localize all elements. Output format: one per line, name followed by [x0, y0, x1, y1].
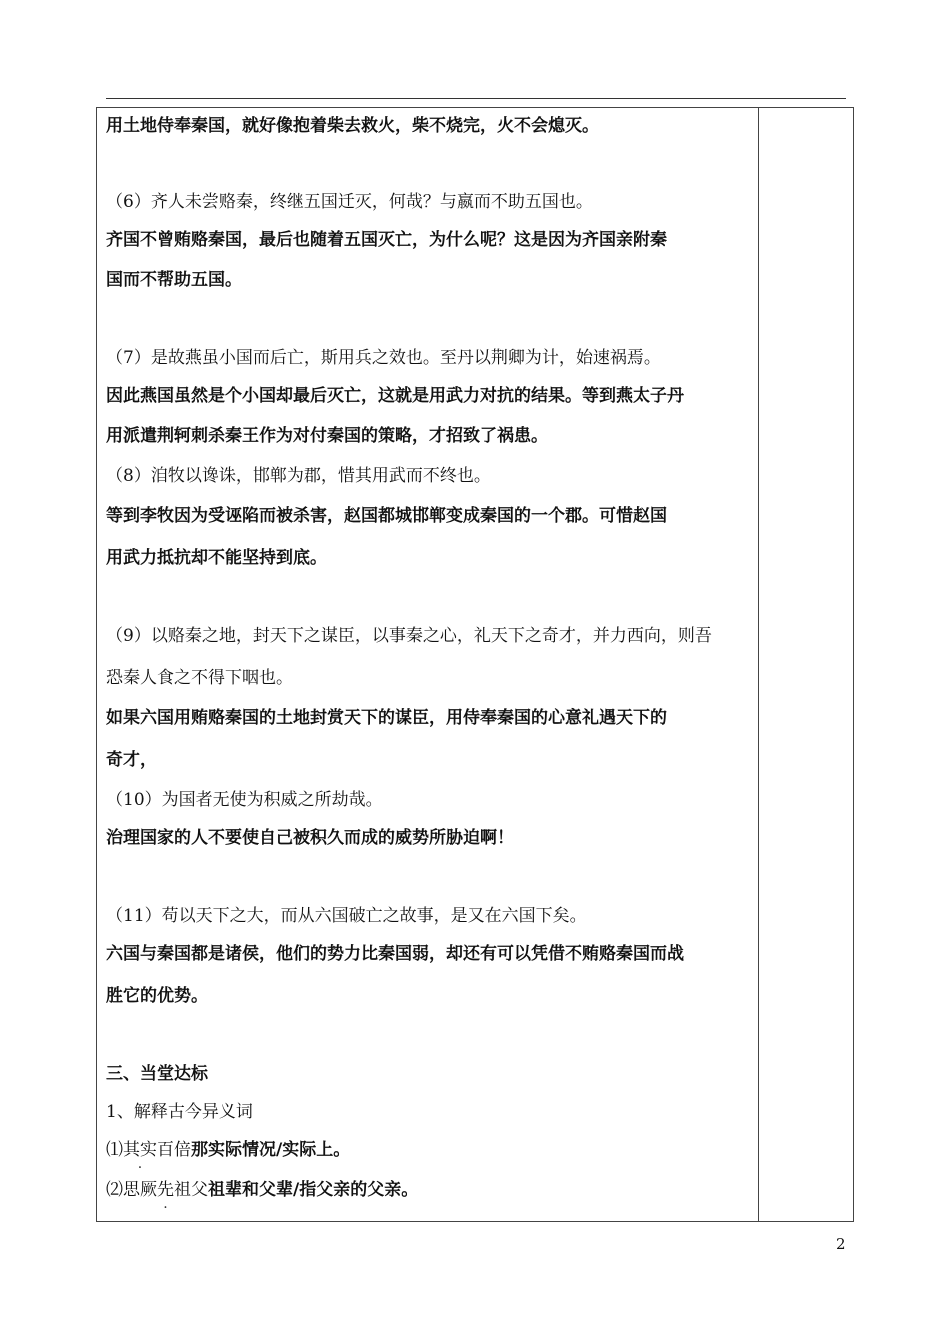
- text-line: （11）苟以天下之大，而从六国破亡之故事，是又在六国下矣。: [106, 906, 587, 926]
- text-line: （10）为国者无使为积威之所劫哉。: [106, 790, 383, 810]
- text-line: 奇才，: [106, 750, 157, 770]
- text-line: （9）以赂秦之地，封天下之谋臣，以事秦之心，礼天下之奇才，并力西向，则吾: [106, 626, 712, 646]
- item-number: ⑴: [106, 1140, 123, 1160]
- column-divider: [758, 107, 759, 1222]
- item-answer: 那实际情况/实际上。: [191, 1140, 351, 1160]
- text-line: 六国与秦国都是诸侯，他们的势力比秦国弱，却还有可以凭借不贿赂秦国而战: [106, 944, 684, 964]
- text-line: 因此燕国虽然是个小国却最后灭亡，这就是用武力对抗的结果。等到燕太子丹: [106, 386, 684, 406]
- header-rule: [106, 98, 846, 99]
- item-answer: 祖辈和父辈/指父亲的父亲。: [208, 1180, 419, 1200]
- text-line: 国而不帮助五国。: [106, 270, 242, 290]
- text-line: 恐秦人食之不得下咽也。: [106, 668, 293, 688]
- text-line: （8）洎牧以谗诛，邯郸为郡，惜其用武而不终也。: [106, 466, 491, 486]
- exercise-title: 1、解释古今异义词: [106, 1102, 253, 1122]
- text-line: 用武力抵抗却不能坚持到底。: [106, 548, 327, 568]
- item-text: 百倍: [157, 1140, 191, 1160]
- text-line: （7）是故燕虽小国而后亡，斯用兵之效也。至丹以荆卿为计，始速祸焉。: [106, 348, 661, 368]
- emphasized-word: 其实: [123, 1140, 157, 1160]
- section-heading: 三、当堂达标: [106, 1064, 208, 1084]
- emphasized-word: 思厥先祖父 ·: [123, 1180, 208, 1200]
- text-line: 用土地侍奉秦国，就好像抱着柴去救火，柴不烧完，火不会熄灭。: [106, 116, 599, 136]
- text-line: 如果六国用贿赂秦国的土地封赏天下的谋臣，用侍奉秦国的心意礼遇天下的: [106, 708, 667, 728]
- text-line: 齐国不曾贿赂秦国，最后也随着五国灭亡，为什么呢？这是因为齐国亲附秦: [106, 230, 667, 250]
- exercise-item-1: [106, 1138, 754, 1162]
- text-line: 治理国家的人不要使自己被积久而成的威势所胁迫啊！: [106, 828, 514, 848]
- text-line: （6）齐人未尝赂秦，终继五国迁灭，何哉？与嬴而不助五国也。: [106, 192, 593, 212]
- text-line: 用派遣荆轲刺杀秦王作为对付秦国的策略，才招致了祸患。: [106, 426, 548, 446]
- page-number: 2: [836, 1235, 846, 1253]
- text-line: 胜它的优势。: [106, 986, 208, 1006]
- exercise-item-2: [106, 1178, 754, 1202]
- text-line: 等到李牧因为受诬陷而被杀害，赵国都城邯郸变成秦国的一个郡。可惜赵国: [106, 506, 667, 526]
- item-number: ⑵: [106, 1180, 123, 1200]
